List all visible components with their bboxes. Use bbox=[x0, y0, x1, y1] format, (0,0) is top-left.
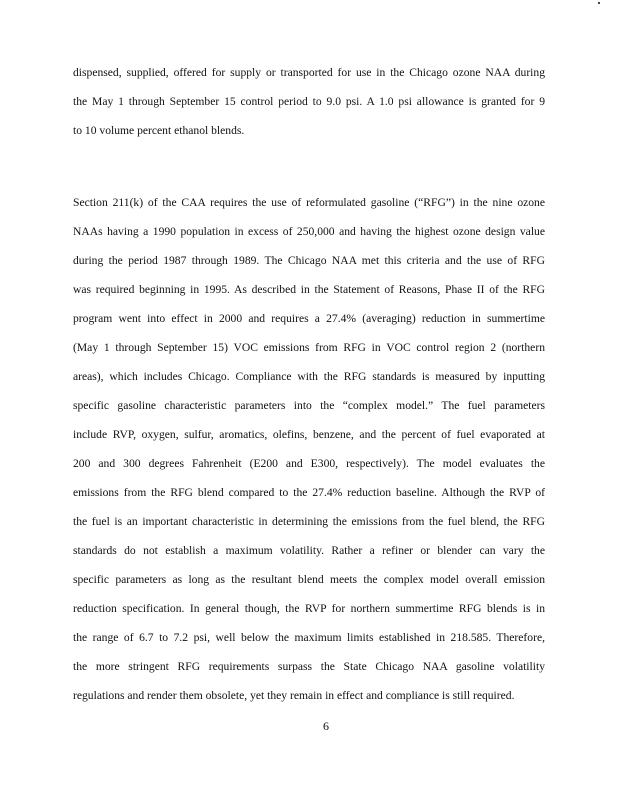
page-number: 6 bbox=[323, 719, 329, 733]
paragraph-line: emissions from the RFG blend compared to the 27.4% reduction baseline. Although the RVP of bbox=[73, 486, 545, 499]
scan-speck bbox=[598, 2, 600, 4]
paragraph-1 bbox=[73, 58, 545, 145]
paragraph-line: during the period 1987 through 1989. The Chicago NAA met this criteria and the use of RFG bbox=[73, 254, 545, 267]
paragraph-line: 200 and 300 degrees Fahrenheit (E200 and E300, respectively). The model evaluates the bbox=[73, 457, 545, 470]
paragraph-line: the more stringent RFG requirements surpass the State Chicago NAA gasoline volatility bbox=[73, 660, 545, 673]
paragraph-line: areas), which includes Chicago. Compliance with the RFG standards is measured by inputting bbox=[73, 370, 545, 383]
paragraph-line: (May 1 through September 15) VOC emissions from RFG in VOC control region 2 (northern bbox=[73, 341, 545, 354]
paragraph-line: was required beginning in 1995. As described in the Statement of Reasons, Phase II of the RFG bbox=[73, 283, 545, 296]
paragraph-line: specific gasoline characteristic parameters into the “complex model.” The fuel parameters bbox=[73, 399, 545, 412]
paragraph-line: specific parameters as long as the resultant blend meets the complex model overall emission bbox=[73, 573, 545, 586]
paragraph-line: dispensed, supplied, offered for supply or transported for use in the Chicago ozone NAA during bbox=[73, 66, 545, 79]
paragraph-line: NAAs having a 1990 population in excess of 250,000 and having the highest ozone design value bbox=[73, 225, 545, 238]
paragraph-2 bbox=[73, 188, 545, 710]
paragraph-line: program went into effect in 2000 and requires a 27.4% (averaging) reduction in summertime bbox=[73, 312, 545, 325]
paragraph-line: to 10 volume percent ethanol blends. bbox=[73, 124, 245, 137]
paragraph-line: the fuel is an important characteristic in determining the emissions from the fuel blend, the RFG bbox=[73, 515, 545, 528]
paragraph-line: Section 211(k) of the CAA requires the use of reformulated gasoline (“RFG”) in the nine ozone bbox=[73, 196, 545, 209]
paragraph-line: standards do not establish a maximum volatility. Rather a refiner or blender can vary the bbox=[73, 544, 545, 557]
paragraph-line: include RVP, oxygen, sulfur, aromatics, olefins, benzene, and the percent of fuel evaporated at bbox=[73, 428, 545, 441]
paragraph-line: regulations and render them obsolete, yet they remain in effect and compliance is still required. bbox=[73, 689, 515, 702]
paragraph-line: the May 1 through September 15 control period to 9.0 psi. A 1.0 psi allowance is granted for 9 bbox=[73, 95, 545, 108]
paragraph-line: the range of 6.7 to 7.2 psi, well below the maximum limits established in 218.585. Therefore, bbox=[73, 631, 545, 644]
paragraph-line: reduction specification. In general though, the RVP for northern summertime RFG blends is in bbox=[73, 602, 545, 615]
